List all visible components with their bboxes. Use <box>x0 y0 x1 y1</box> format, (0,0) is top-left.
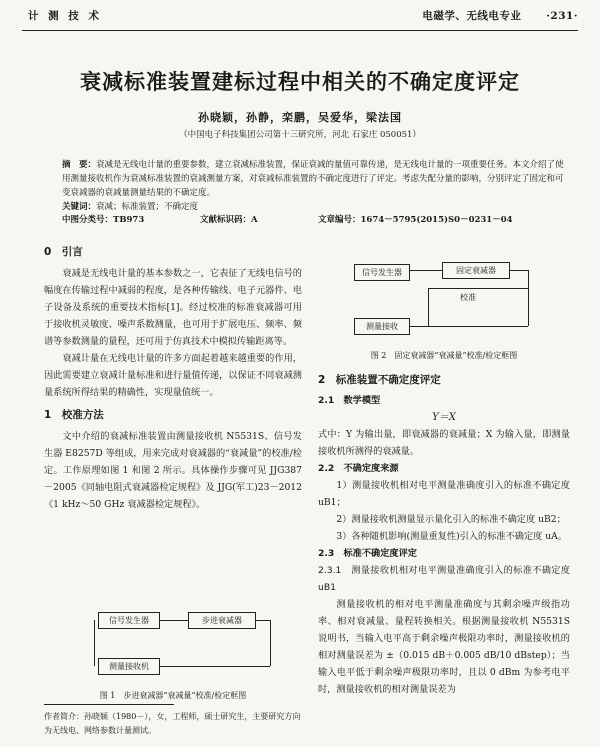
affiliation: （中国电子科技集团公司第十三研究所，河北 石家庄 050051） <box>179 130 421 140</box>
source-item-2: 2）测量接收机测量显示量化引入的标准不确定度 uB2； <box>336 514 566 525</box>
footnote-rule <box>44 704 174 705</box>
connector-line <box>256 620 270 621</box>
keywords <box>62 200 568 214</box>
abstract-label: 摘 要： <box>62 160 97 170</box>
method-paragraph: 文中介绍的衰减标准装置由测量接收机 N5531S、信号发生器 E8257D 等组成，用来完成对衰减器的“衰减量”的校准/检定。工作原理如图 1 和图 2 所示。具体操作步骤可见 JJG387－2005《同轴电阻式衰减器检定规程》及 JJG(军工)23－2012《1 kHz～50 GHz 衰减器检定规程》。 <box>44 431 302 510</box>
connector-line <box>528 270 529 326</box>
connector-line <box>410 326 528 327</box>
heading-math-model: 2.1 数学模型 <box>318 395 381 406</box>
heading-uncertainty-sources: 2.2 不确定度来源 <box>318 463 399 474</box>
heading-introduction: 0 引言 <box>44 246 83 258</box>
signal-generator-box: 信号发生器 <box>98 612 160 629</box>
connector-line <box>428 288 528 289</box>
journal-name: 计 测 技 术 <box>28 10 102 22</box>
connector-line <box>270 620 271 666</box>
heading-uB1: 2.3.1 测量接收机相对电平测量准确度引入的标准不确定度 uB1 <box>318 565 570 593</box>
source-item-3: 3）各种随机影响(测量重复性)引入的标准不确定度 uA。 <box>336 531 568 542</box>
abstract <box>62 158 568 214</box>
figure-2 <box>348 258 558 340</box>
connector-line <box>160 666 270 667</box>
measuring-receiver-box: 测量接收机 <box>98 658 160 675</box>
fixed-attenuator-box: 固定衰减器 <box>442 262 510 279</box>
measuring-receiver-box: 测量接收 <box>354 318 410 335</box>
heading-uncertainty-evaluation: 2 标准装置不确定度评定 <box>318 374 441 386</box>
connector-line <box>428 288 429 326</box>
calibration-label: 校准 <box>460 293 476 302</box>
intro-paragraph-2: 衰减计量在无线电计量的许多方面起着越来越重要的作用，因此需要建立衰减计量标准和进行量值传递，以保证不同衰减测量系统所得结果的精确性，实现量值统一。 <box>44 353 302 398</box>
intro-paragraph-1: 衰减是无线电计量的基本参数之一，它表征了无线电信号的幅度在传输过程中减弱的程度，是各种传输线、电子元器件、电子设备及系统的重要技术指标[1]。经过校准的标准衰减器可用于接收机灵敏度、噪声系数测量，也可用于扩展电压、频率、频谱等参数测量的量程，还可用于仿真技术中模拟传输距离等。 <box>44 268 302 347</box>
left-column-text <box>44 244 302 513</box>
authors: 孙晓颖，孙静，栾鹏，吴爱华，梁法国 <box>198 111 402 124</box>
keywords-text: 衰减；标准装置；不确定度 <box>96 202 199 212</box>
author-footnote: 作者简介：孙晓颖（1980－），女，工程师，硕士研究生，主要研究方向为无线电、网络参数计量测试。 <box>44 712 301 735</box>
header-rule <box>22 30 578 31</box>
figure-2-caption: 图 2 固定衰减器“衰减量”校准/检定框图 <box>370 351 518 360</box>
connector-line <box>94 620 95 666</box>
connector-line <box>160 620 188 621</box>
paper-title: 衰减标准装置建标过程中相关的不确定度评定 <box>80 70 520 94</box>
figure-1-caption: 图 1 步进衰减器“衰减量”校准/检定框图 <box>99 691 247 700</box>
page-number: ·231· <box>546 10 578 22</box>
doc-code: 文献标识码：A <box>200 215 258 225</box>
figure-1 <box>58 606 288 686</box>
connector-line <box>410 270 442 271</box>
step-attenuator-box: 步进衰减器 <box>188 612 256 629</box>
article-number: 文章编号：1674－5795(2015)S0－0231－04 <box>318 215 513 225</box>
signal-generator-box: 信号发生器 <box>354 264 410 281</box>
uB1-paragraph: 测量接收机的相对电平测量准确度与其剩余噪声级指功率、相对衰减量、量程转换相关。根据测量接收机 N5531S 说明书，当输入电平高于剩余噪声极限功率时，测量接收机的相对测量误差为 ±（0.015 dB＋0.005 dB/10 dBstep）；当输入电平低于剩余噪声极限功率时，且以 0 dBm 为参考电平时，测量接收机的相对测量误差为 <box>318 599 570 695</box>
abstract-paragraph <box>62 158 568 200</box>
heading-calibration-method: 1 校准方法 <box>44 409 104 421</box>
clc-number: 中图分类号：TB973 <box>62 215 145 225</box>
model-explanation: 式中：Y 为输出量，即衰减器的衰减量；X 为输入量，即测量接收机所测得的衰减量。 <box>318 429 570 457</box>
right-column-text <box>318 372 570 698</box>
section-name: 电磁学、无线电专业 <box>422 10 522 22</box>
running-header <box>422 8 578 23</box>
abstract-text: 衰减是无线电计量的重要参数，建立衰减标准装置，保证衰减的量值可靠传递，是无线电计量的一项重要任务。本文介绍了使用测量接收机作为衰减标准装置的衰减测量方案，对衰减标准装置的不确定度进行了评定。考虑失配分量的影响，分别评定了固定和可变衰减器的衰减量测量结果的不确定度。 <box>62 160 564 198</box>
model-formula: Y＝X <box>432 412 456 423</box>
source-item-1: 1）测量接收机相对电平测量准确度引入的标准不确定度 uB1； <box>318 480 570 508</box>
heading-standard-uncertainty: 2.3 标准不确定度评定 <box>318 548 417 559</box>
keywords-label: 关键词： <box>62 202 97 212</box>
connector-line <box>510 270 528 271</box>
